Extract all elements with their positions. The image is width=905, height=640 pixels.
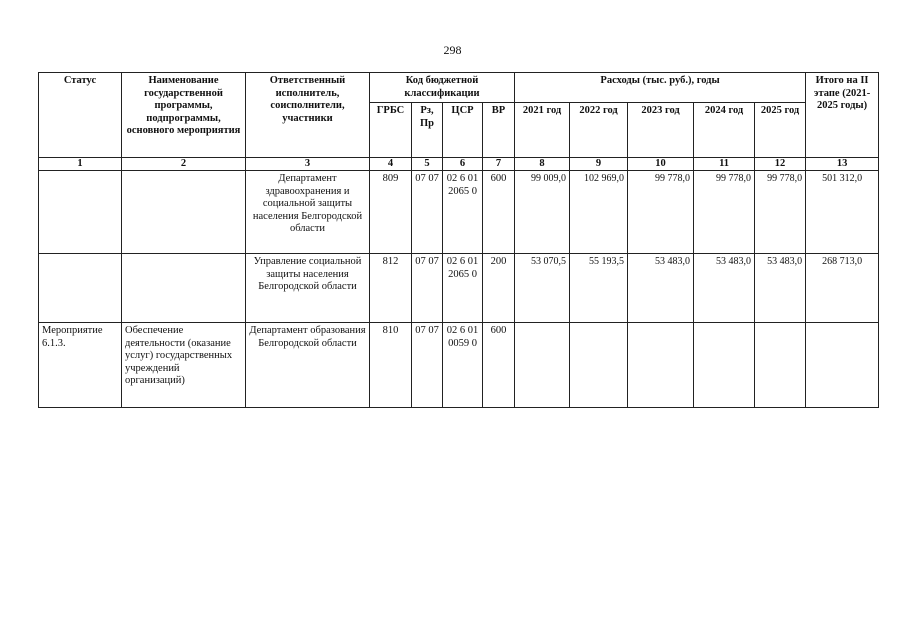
header-expenses: Расходы (тыс. руб.), годы [515, 73, 806, 103]
cell-y2021: 53 070,5 [515, 254, 570, 323]
cell-name [122, 254, 246, 323]
cell-y2023: 53 483,0 [628, 254, 694, 323]
cell-responsible: Департамент здравоохранения и социальной защиты населения Белгородской области [246, 171, 370, 254]
column-number: 5 [412, 158, 443, 171]
header-budget-code: Код бюджетной классификации [370, 73, 515, 103]
header-y2022: 2022 год [570, 103, 628, 158]
cell-grbs: 810 [370, 323, 412, 408]
cell-csr: 02 6 01 0059 0 [443, 323, 483, 408]
cell-rzpr: 07 07 [412, 254, 443, 323]
column-number: 7 [483, 158, 515, 171]
column-number: 6 [443, 158, 483, 171]
budget-table [38, 72, 879, 408]
cell-y2023 [628, 323, 694, 408]
cell-y2022: 55 193,5 [570, 254, 628, 323]
header-name: Наименование государственной программы, подпрограммы, основного мероприятия [122, 73, 246, 158]
table-row [39, 323, 879, 408]
cell-y2022 [570, 323, 628, 408]
column-number: 3 [246, 158, 370, 171]
cell-grbs: 812 [370, 254, 412, 323]
header-csr: ЦСР [443, 103, 483, 158]
column-number: 13 [806, 158, 879, 171]
column-number-row [39, 158, 879, 171]
cell-y2024: 53 483,0 [694, 254, 755, 323]
cell-total [806, 323, 879, 408]
header-y2021: 2021 год [515, 103, 570, 158]
header-responsible: Ответственный исполнитель, соисполнители, участники [246, 73, 370, 158]
cell-name: Обеспечение деятельности (оказание услуг) государственных учреждений организаций) [122, 323, 246, 408]
column-number: 10 [628, 158, 694, 171]
cell-y2025: 53 483,0 [755, 254, 806, 323]
cell-total: 268 713,0 [806, 254, 879, 323]
cell-status [39, 254, 122, 323]
header-y2025: 2025 год [755, 103, 806, 158]
cell-vr: 600 [483, 171, 515, 254]
cell-vr: 200 [483, 254, 515, 323]
cell-csr: 02 6 01 2065 0 [443, 254, 483, 323]
cell-vr: 600 [483, 323, 515, 408]
column-number: 2 [122, 158, 246, 171]
cell-y2024: 99 778,0 [694, 171, 755, 254]
cell-responsible: Департамент образования Белгородской области [246, 323, 370, 408]
cell-csr: 02 6 01 2065 0 [443, 171, 483, 254]
cell-grbs: 809 [370, 171, 412, 254]
cell-y2021 [515, 323, 570, 408]
cell-responsible: Управление социальной защиты населения Белгородской области [246, 254, 370, 323]
header-status: Статус [39, 73, 122, 158]
header-rzpr: Рз, Пр [412, 103, 443, 158]
cell-rzpr: 07 07 [412, 171, 443, 254]
column-number: 11 [694, 158, 755, 171]
header-row-1 [39, 73, 879, 103]
table-row [39, 171, 879, 254]
column-number: 4 [370, 158, 412, 171]
cell-rzpr: 07 07 [412, 323, 443, 408]
cell-y2023: 99 778,0 [628, 171, 694, 254]
cell-y2025: 99 778,0 [755, 171, 806, 254]
cell-total: 501 312,0 [806, 171, 879, 254]
cell-y2021: 99 009,0 [515, 171, 570, 254]
cell-name [122, 171, 246, 254]
cell-y2024 [694, 323, 755, 408]
column-number: 1 [39, 158, 122, 171]
header-vr: ВР [483, 103, 515, 158]
column-number: 9 [570, 158, 628, 171]
column-number: 12 [755, 158, 806, 171]
column-number: 8 [515, 158, 570, 171]
cell-y2025 [755, 323, 806, 408]
cell-status: Мероприятие 6.1.3. [39, 323, 122, 408]
header-grbs: ГРБС [370, 103, 412, 158]
cell-status [39, 171, 122, 254]
cell-y2022: 102 969,0 [570, 171, 628, 254]
header-total: Итого на II этапе (2021-2025 годы) [806, 73, 879, 158]
header-y2023: 2023 год [628, 103, 694, 158]
table-row [39, 254, 879, 323]
header-y2024: 2024 год [694, 103, 755, 158]
page-number: 298 [443, 43, 462, 57]
